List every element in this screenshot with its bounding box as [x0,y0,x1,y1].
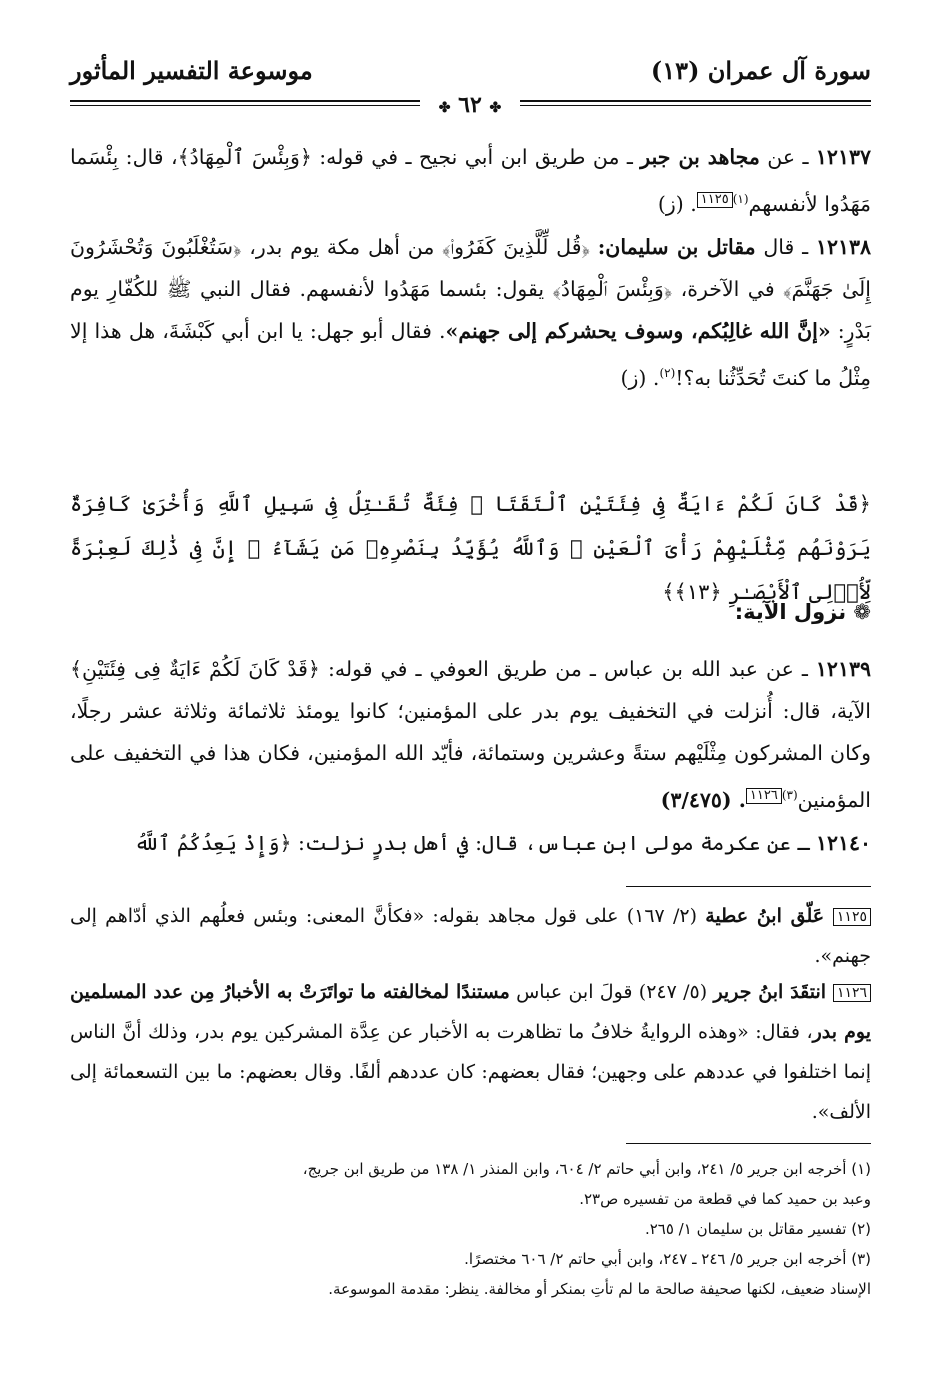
note-author: انتقَدَ ابنُ جرير [713,981,833,1003]
hadith-quote: «إنَّ الله غالِبُكم، وسوف يحشركم إلى جهنم» [445,319,831,343]
quran-quote: ﴿وَبِئْسَ ٱلْمِهَادُ﴾ [552,277,673,301]
text: الآية، قال: أُنزلت في التخفيف يوم بدر على المؤمنين؛ كانوا يومئذ ثلاثمائة وثلاثة عشر رجلًا، وكان المشركون مِثْلَيْهم ستةً وعشرين وستمائة، فأيّد الله المؤمنين، فكان هذا في التخفيف على المؤمنين [70,699,871,812]
source-code: . (٣/٤٧٥) [660,787,746,812]
section-title: نزول الآية: [734,600,847,624]
footnote-2: (٢) تفسير مقاتل بن سليمان ١/ ٢٦٥. [644,1220,871,1238]
surah-title: سورة آل عمران (١٣) [650,56,871,85]
ornament-icon: ✤ [489,100,502,116]
running-header [70,56,871,96]
commentary-note-1125 [70,896,871,976]
text: يقول: بئسما مَهَدُوا لأنفسهم. فقال النبي ﷺ للكُفّارِ يوم بَدْرٍ: [70,277,871,343]
quran-quote: ﴿وَبِئْسَ ٱلْمِهَادُ﴾ [177,145,312,169]
quran-quote: ﴿وَإِذْ يَعِدُكُمُ ٱللَّهُ [134,831,292,855]
note-number-box: ١١٢٥ [833,908,871,926]
note-ref-box: ١١٢٥ [697,192,733,208]
note-emphasis: مستندًا لمخالفته ما تواتَرَتْ به الأخبارُ مِن عدد المسلمين يوم بدر [70,981,871,1043]
footnote-ref: (٢) [659,366,676,380]
text: في الآخرة، [672,277,784,301]
footnote-1: (١) أخرجه ابن جرير ٥/ ٢٤١، وابن أبي حاتم ٢/ ٦٠٤، وابن المنذر ١/ ١٣٨ من طريق ابن جريج، [302,1160,871,1178]
narration-number: ١٢١٤٠ [815,831,871,855]
page-number-block [420,92,520,118]
ornament-icon: ✤ [438,100,451,116]
text: ـ من طريق ابن أبي نجيح ـ في قوله: [311,145,641,169]
flower-icon: ❁ [853,600,871,624]
note-ref-box: ١١٢٦ [746,788,782,804]
narrator-name: مجاهد بن جبر [640,145,760,169]
note-number-box: ١١٢٦ [833,984,871,1002]
narration-12138 [70,226,871,399]
text: ـ عن عبد الله بن عباس ـ من طريق العوفي ـ في قوله: [319,657,816,681]
narration-number: ١٢١٣٨ [815,235,871,259]
notes-separator [626,886,871,887]
note-author: عَلّق ابنُ عطية [705,905,833,927]
footnote-3: (٣) أخرجه ابن جرير ٥/ ٢٤٦ ـ ٢٤٧، وابن أبي حاتم ٢/ ٦٠٦ مختصرًا. [464,1250,871,1268]
footnote-1-cont: وعبد بن حميد كما في قطعة من تفسيره ص٢٣. [579,1190,871,1208]
narration-number: ١٢١٣٧ [815,145,871,169]
quran-verse: ﴿قَدْ كَانَ لَكُمْ ءَايَةٌ فِى فِئَتَيْنِ ٱلْتَقَتَا ۖ فِئَةٌ تُقَـٰتِلُ فِى سَبِيلِ ٱللَّهِ وَأُخْرَىٰ كَافِرَةٌ يَرَوْنَهُم مِّثْلَيْهِمْ رَأْىَ ٱلْعَيْنِ ۚ وَٱللَّهُ يُؤَيِّدُ بِنَصْرِهِۦ مَن يَشَآءُ ۗ إِنَّ فِى ذَٰلِكَ لَعِبْرَةً لِّأُو۟لِى ٱلْأَبْصَـٰرِ ﴿١٣﴾﴾ [70,492,871,604]
footnote-3-cont: الإسناد ضعيف، لكنها صحيفة صالحة ما لم تأتِ بمنكر أو مخالفة. ينظر: مقدمة الموسوعة. [328,1280,871,1298]
text: ـ عن [759,145,816,169]
narration-12137 [70,136,871,225]
page-number: ٦٢ [458,92,482,118]
encyclopedia-title: موسوعة التفسير المأثور [70,56,313,85]
source-code: . (ز) [620,365,660,390]
footnote-ref: (٣) [781,788,798,802]
quran-quote: ﴿قَدْ كَانَ لَكُمْ ءَايَةٌ فِى فِئَتَيْنِ﴾ [70,657,320,681]
text: (٢/ ١٦٧) على قول مجاهد بقوله: «فكأنَّ المعنى: وبئس فعلُهم الذي أدّاهم إلى جهنم». [70,905,871,967]
quran-quote: ﴿قُل لِّلَّذِينَ كَفَرُوا۟﴾ [442,235,598,259]
text: . فقال أبو جهل: يا ابن أبي كَبْشَةَ، هل هذا إلا مِثْلُ ما كنتَ تُحَدِّثُنا به؟! [70,319,871,390]
text: ـ قال [755,235,816,259]
text: (٥/ ٢٤٧) قولَ ابن عباس [509,981,714,1003]
source-code: . (ز) [657,191,697,216]
section-heading [735,600,871,624]
footnotes-separator [626,1143,871,1144]
text: من أهل مكة يوم بدر، [241,235,443,259]
text: ـ عن عكرمة مولى ابن عباس، قال: في أهل بدرٍ نزلت: [291,831,816,855]
footnote-ref: (١) [732,192,749,206]
text: ، فقال: «وهذه الروايةُ خلافُ ما تظاهرت به الأخبار عن عِدَّة المشركين يوم بدر، وذلك أنَّ الناس إنما اختلفوا في عددهم على وجهين؛ فقال بعضهم: كان عددهم ألفًا. وقال بعضهم: ما بين التسعمائة إلى الألف». [70,1021,871,1123]
text: ، قال: بِئْسَما مَهَدُوا لأنفسهم [70,145,871,216]
narrator-name: مقاتل بن سليمان: [597,235,756,259]
narration-12140 [70,822,871,864]
commentary-note-1126 [70,972,871,1132]
narration-number: ١٢١٣٩ [815,657,871,681]
narration-12139 [70,648,871,821]
quran-quote: ﴿سَتُغْلَبُونَ وَتُحْشَرُونَ إِلَىٰ جَهَنَّمَ﴾ [70,235,871,301]
